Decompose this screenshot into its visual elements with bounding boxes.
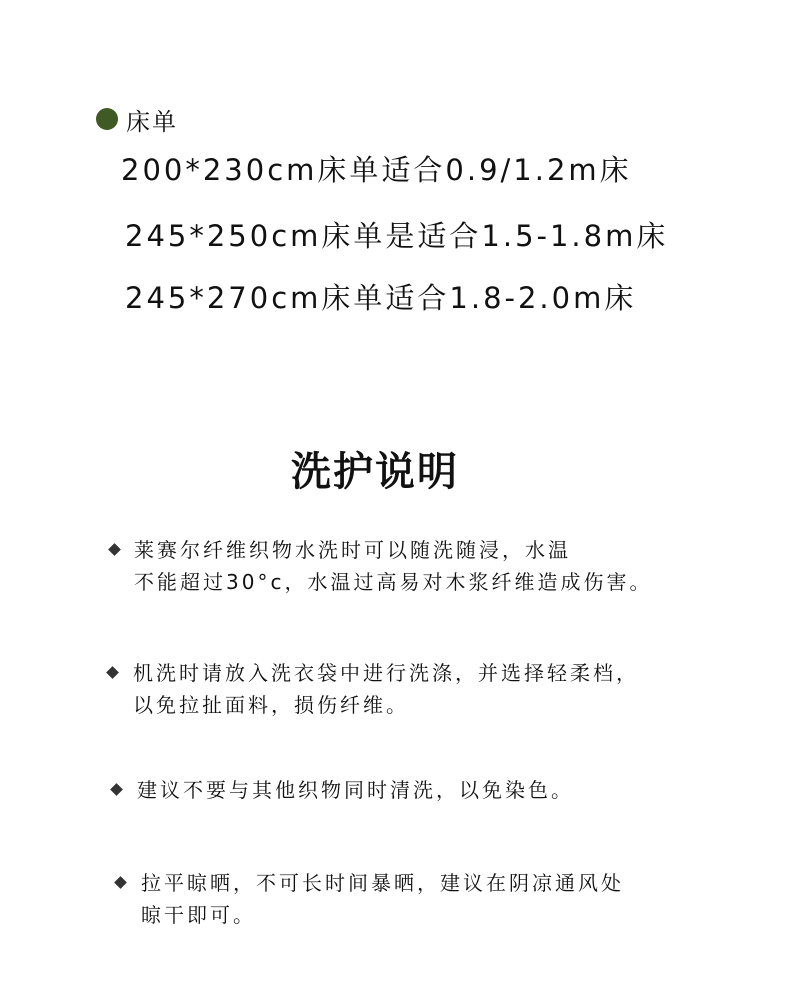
- care-item-1-line-1: 莱赛尔纤维织物水洗时可以随洗随浸，水温: [134, 538, 571, 562]
- care-instructions-title: 洗护说明: [291, 449, 459, 495]
- size-line-1: 200*230cm床单适合0.9/1.2m床: [121, 153, 632, 187]
- diamond-bullet-icon: [114, 876, 127, 889]
- care-item-4-line-1: 拉平晾晒，不可长时间暴晒，建议在阴凉通风处: [141, 871, 624, 895]
- care-item-4: [116, 867, 624, 931]
- care-item-1-line-2: 不能超过30°c，水温过高易对木浆纤维造成伤害。: [134, 570, 653, 594]
- care-item-3: [112, 774, 574, 806]
- diamond-bullet-icon: [108, 543, 121, 556]
- care-item-3-line-1: 建议不要与其他织物同时清洗，以免染色。: [137, 778, 574, 802]
- green-dot-bullet-icon: [96, 108, 118, 130]
- diamond-bullet-icon: [110, 783, 123, 796]
- size-line-2: 245*250cm床单是适合1.5-1.8m床: [125, 219, 669, 253]
- care-item-2-line-2: 以免拉扯面料，损伤纤维。: [133, 693, 409, 717]
- care-item-2: [108, 657, 639, 721]
- size-line-3: 245*270cm床单适合1.8-2.0m床: [125, 281, 637, 315]
- care-item-1: [110, 534, 652, 598]
- sheet-heading: 床单: [126, 108, 178, 136]
- diamond-bullet-icon: [106, 666, 119, 679]
- care-item-4-line-2: 晾干即可。: [141, 903, 256, 927]
- care-item-2-line-1: 机洗时请放入洗衣袋中进行洗涤，并选择轻柔档，: [133, 661, 639, 685]
